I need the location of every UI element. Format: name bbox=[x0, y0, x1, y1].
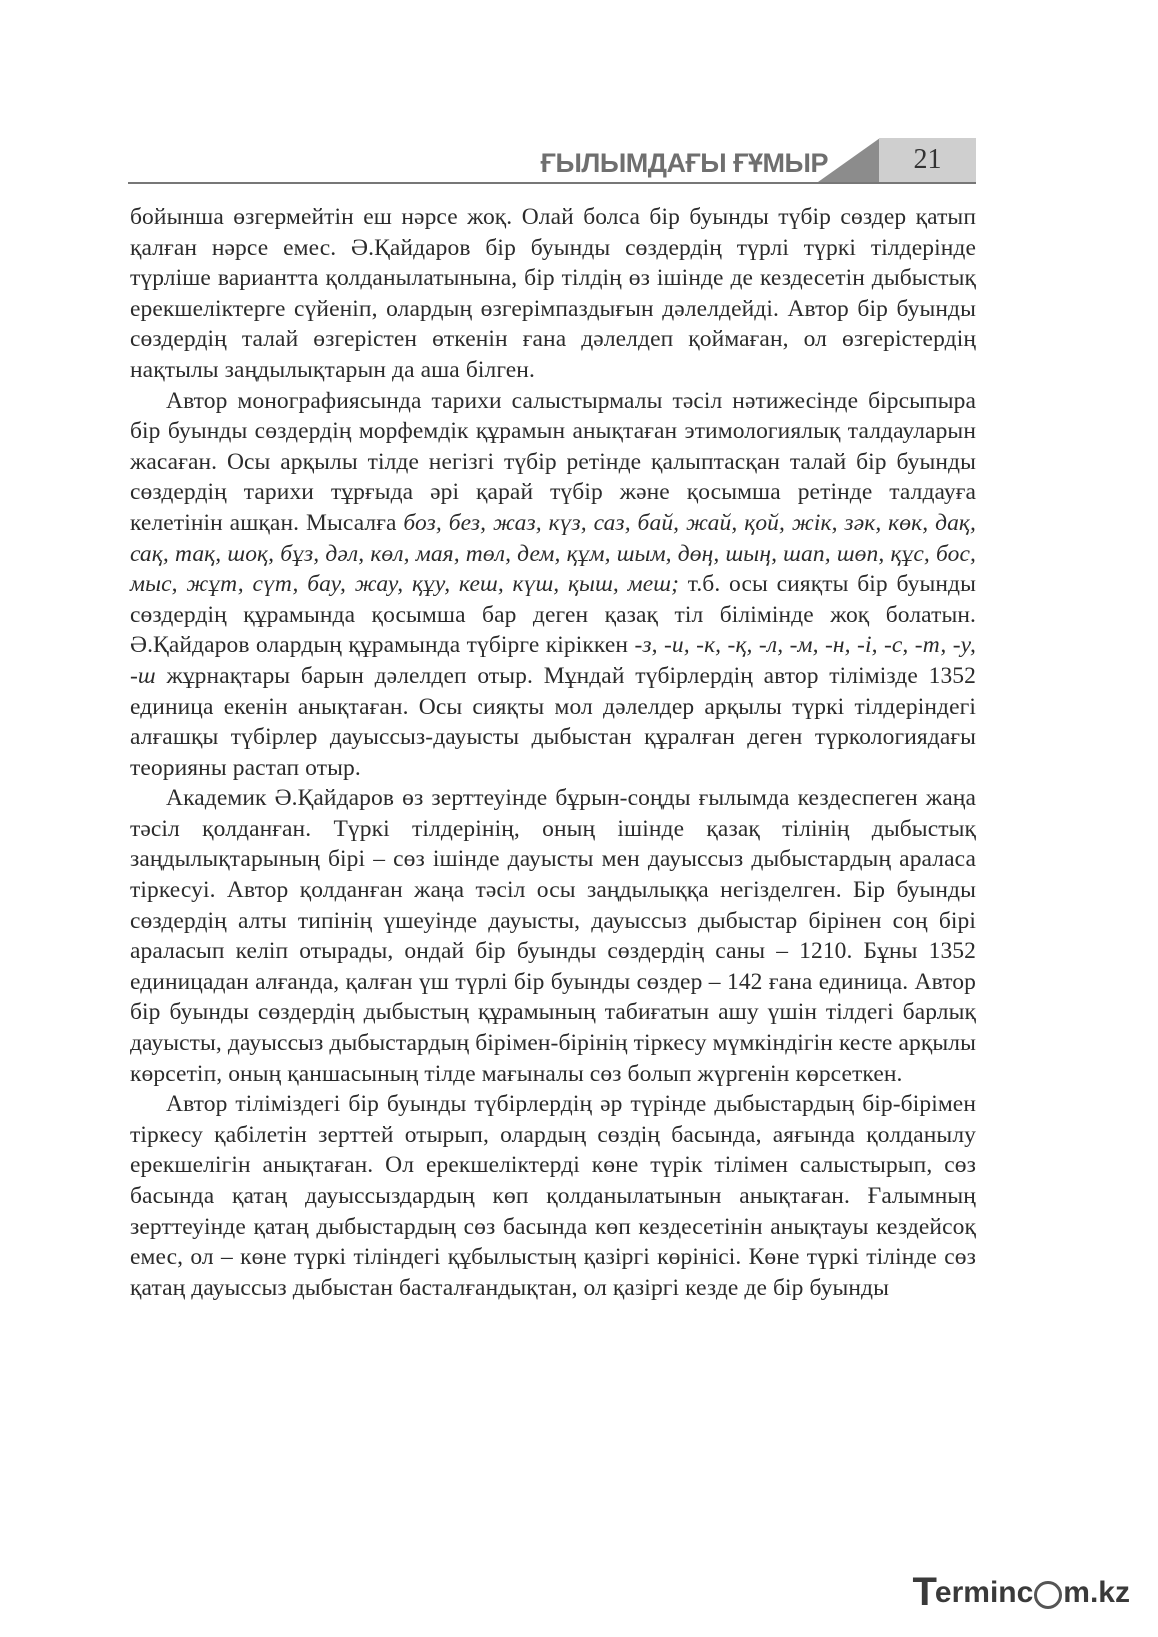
paragraph-3: Академик Ә.Қайдаров өз зерттеуінде бұрын-соңды ғылымда кездеспеген жаңа тәсіл қолданған. Түркі тілдерінің, оның ішінде қазақ тілінің дыбыстық заңдылықтарының бірі – сөз ішінде дауысты мен дауыссыз дыбыстардың араласа тіркесуі. Автор қолданған жаңа тәсіл осы заңдылыққа негізделген. Бір буынды сөздердің алты типінің үшеуінде дауысты, дауыссыз дыбыстар бірінен соң бірі араласып келіп отырады, ондай бір буынды сөздердің саны – 1210. Бұны 1352 единицадан алғанда, қалған үш түрлі бір буынды сөздер – 142 ғана единица. Автор бір буынды сөздердің дыбыстың құрамының табиғатын ашу үшін тілдегі барлық дауысты, дауыссыз дыбыстардың бірімен-бірінің тіркесу мүмкіндігін кесте арқылы көрсетіп, оның қаншасының тілде мағыналы сөз болып жүргенін көрсеткен. bbox=[130, 785, 976, 1087]
paragraph-1: бойынша өзгермейтін еш нәрсе жоқ. Олай болса бір буынды түбір сөздер қатып қалған нәрсе емес. Ә.Қайдаров бір буынды сөздердің түрлі түркі тілдерінде түрліше вариантта қолданылатынына, бір тілдің өз ішінде де кездесетін дыбыстық ерекшеліктерге сүйеніп, олардың өзгерімпаздығын дәлелдейді. Автор бір буынды сөздердің талай өзгерістен өткенін ғана дәлелдеп қоймаған, ол өзгерістердің нақтылы заңдылықтарын да аша білген. bbox=[130, 204, 976, 383]
body-text bbox=[130, 202, 976, 1303]
paragraph-2 bbox=[130, 386, 976, 784]
header-wedge-decoration bbox=[818, 138, 880, 182]
example-words: боз, без, жаз, күз, саз, бай, жай, қой, жік, зәк, көк, дақ, сақ, тақ, шоқ, бұз, дәл, көл, мая, төл, дем, құм, шым, дөң, шың, шап, шөп, құс, бос, мыс, жұт, сүт, бау, жау, құу, кеш, күш, қыш, меш; bbox=[130, 509, 976, 598]
magnifier-icon bbox=[1034, 1581, 1062, 1609]
watermark-part2: m.kz bbox=[1063, 1575, 1130, 1609]
paragraph-2-continuation: т.б. осы сияқты бір буынды сөздердің құрамында қосымша бар деген қазақ тіл білімінде жоқ болатын. Ә.Қайдаров олардың құрамында түбірге кіріккен bbox=[130, 571, 976, 659]
page-number: 21 bbox=[913, 144, 942, 175]
watermark-part1: erminc bbox=[934, 1575, 1034, 1609]
header-rule bbox=[128, 182, 976, 184]
paragraph-2-text: Автор монографиясында тарихи салыстырмалы тәсіл нәтижесінде бірсыпыра бір буынды сөздердің морфемдік құрамын анықтаған этимологиялық талдауларын жасаған. Осы арқылы тілде негізгі түбір ретінде қалыптасқан талай бір буынды сөздердің тарихи тұрғыда әрі қарай түбір және қосымша ретінде талдауға келетінін ашқан. Мысалға bbox=[130, 387, 976, 536]
header-title: ҒЫЛЫМДАҒЫ ҒҰМЫР bbox=[540, 148, 828, 178]
termincom-watermark bbox=[912, 1570, 1130, 1615]
suffix-list: -з, -и, -к, -қ, -л, -м, -н, -і, -с, -т, -у, -ш bbox=[130, 632, 976, 689]
paragraph-4: Автор тіліміздегі бір буынды түбірлердің әр түрінде дыбыстардың бір-бірімен тіркесу қабілетін зерттей отырып, олардың сөздің басында, аяғында қолданылу ерекшелігін анықтаған. Ол ерекшеліктерді көне түрік тілімен салыстырып, сөз басында қатаң дауыссыздардың көп қолданылатынын анықтаған. Ғалымның зерттеуінде қатаң дыбыстардың сөз басында көп кездесетінін анықтауы кездейсоқ емес, ол – көне түркі тіліндегі құбылыстың қазіргі көрінісі. Көне түркі тілінде сөз қатаң дауыссыз дыбыстан басталғандықтан, ол қазіргі кезде де бір буынды bbox=[130, 1091, 976, 1301]
running-header bbox=[128, 138, 976, 186]
watermark-t: T bbox=[912, 1570, 937, 1614]
paragraph-2-end: жұрнақтары барын дәлелдеп отыр. Мұндай түбірлердің автор тілімізде 1352 единица екенін анықтаған. Осы сияқты мол дәлелдер арқылы түркі тілдеріндегі алғашқы түбірлер дауыссыз-дауысты дыбыстан құралған деген түркологиядағы теорияны растап отыр. bbox=[130, 662, 976, 781]
